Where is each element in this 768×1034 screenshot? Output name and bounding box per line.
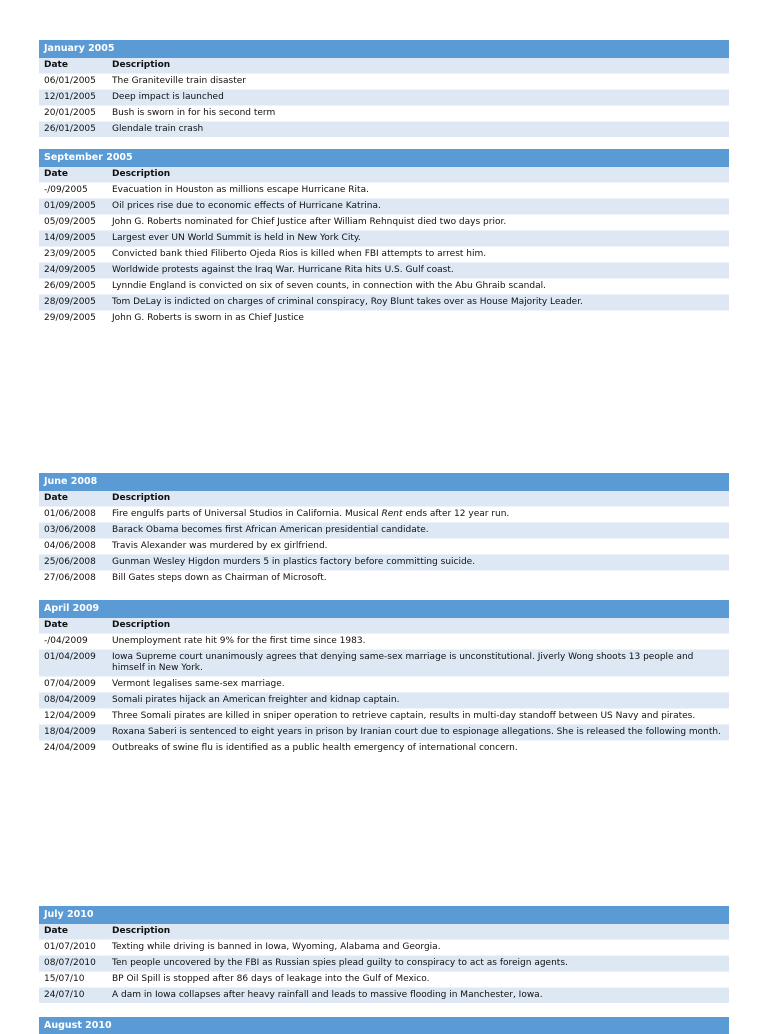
table-row — [39, 523, 729, 539]
row-date: 05/09/2005 — [39, 215, 107, 231]
row-date: 26/01/2005 — [39, 122, 107, 138]
table-row — [39, 972, 729, 988]
section-title: June 2008 — [39, 473, 729, 491]
timeline-table-august-2010 — [39, 1017, 729, 1034]
table-row — [39, 507, 729, 523]
row-description: Barack Obama becomes first African American presidential candidate. — [107, 523, 729, 539]
table-row — [39, 725, 729, 741]
row-date: 14/09/2005 — [39, 231, 107, 247]
column-header-description: Description — [107, 491, 729, 507]
table-row — [39, 199, 729, 215]
row-description: Unemployment rate hit 9% for the first time since 1983. — [107, 634, 729, 650]
timeline-table-january-2005 — [39, 40, 729, 137]
table-row — [39, 295, 729, 311]
row-date: 01/04/2009 — [39, 650, 107, 677]
row-description: Travis Alexander was murdered by ex girlfriend. — [107, 539, 729, 555]
row-date: -/09/2005 — [39, 183, 107, 199]
timeline-table-april-2009 — [39, 600, 729, 756]
column-header-date: Date — [39, 618, 107, 634]
column-header-date: Date — [39, 58, 107, 74]
row-date: 01/07/2010 — [39, 940, 107, 956]
row-date: 15/07/10 — [39, 972, 107, 988]
row-description: The Graniteville train disaster — [107, 74, 729, 90]
row-date: 08/04/2009 — [39, 693, 107, 709]
section-title: July 2010 — [39, 906, 729, 924]
column-header-date: Date — [39, 491, 107, 507]
column-header-description: Description — [107, 167, 729, 183]
section-title: April 2009 — [39, 600, 729, 618]
row-description: Deep impact is launched — [107, 90, 729, 106]
row-description: John G. Roberts nominated for Chief Justice after William Rehnquist died two days prior. — [107, 215, 729, 231]
column-header-description: Description — [107, 618, 729, 634]
row-description: Worldwide protests against the Iraq War. Hurricane Rita hits U.S. Gulf coast. — [107, 263, 729, 279]
row-description: Three Somali pirates are killed in sniper operation to retrieve captain, results in multi-day standoff between US Navy and pirates. — [107, 709, 729, 725]
table-row — [39, 940, 729, 956]
row-description: Lynndie England is convicted on six of seven counts, in connection with the Abu Ghraib scandal. — [107, 279, 729, 295]
row-date: 03/06/2008 — [39, 523, 107, 539]
column-header-description: Description — [107, 58, 729, 74]
musical-title: Rent — [381, 509, 403, 519]
row-description: John G. Roberts is sworn in as Chief Justice — [107, 311, 729, 327]
row-date: 20/01/2005 — [39, 106, 107, 122]
table-row — [39, 693, 729, 709]
row-date: 12/04/2009 — [39, 709, 107, 725]
row-description: Convicted bank thied Filiberto Ojeda Rios is killed when FBI attempts to arrest him. — [107, 247, 729, 263]
row-date: 27/06/2008 — [39, 571, 107, 587]
section-title: January 2005 — [39, 40, 729, 58]
table-row — [39, 74, 729, 90]
row-description: Vermont legalises same-sex marriage. — [107, 677, 729, 693]
row-description: Iowa Supreme court unanimously agrees that denying same-sex marriage is unconstitutional. Jiverly Wong shoots 13 people and himself in New York. — [107, 650, 729, 677]
timeline-table-june-2008 — [39, 473, 729, 586]
table-row — [39, 539, 729, 555]
section-title: August 2010 — [39, 1017, 729, 1034]
timeline-table-july-2010 — [39, 906, 729, 1003]
table-row — [39, 231, 729, 247]
description-text: ends after 12 year run. — [402, 509, 510, 519]
table-row — [39, 956, 729, 972]
row-date: 01/06/2008 — [39, 507, 107, 523]
row-description: BP Oil Spill is stopped after 86 days of leakage into the Gulf of Mexico. — [107, 972, 729, 988]
table-row — [39, 90, 729, 106]
table-row — [39, 263, 729, 279]
column-header-date: Date — [39, 167, 107, 183]
table-row — [39, 555, 729, 571]
table-row — [39, 311, 729, 327]
table-row — [39, 650, 729, 677]
description-text: Fire engulfs parts of Universal Studios in California. Musical — [112, 509, 382, 519]
table-row — [39, 677, 729, 693]
row-description: Oil prices rise due to economic effects of Hurricane Katrina. — [107, 199, 729, 215]
row-description: A dam in Iowa collapses after heavy rainfall and leads to massive flooding in Manchester, Iowa. — [107, 988, 729, 1004]
row-description: Outbreaks of swine flu is identified as a public health emergency of international concern. — [107, 741, 729, 757]
row-date: 12/01/2005 — [39, 90, 107, 106]
table-row — [39, 279, 729, 295]
section-title: September 2005 — [39, 149, 729, 167]
row-description: Roxana Saberi is sentenced to eight years in prison by Iranian court due to espionage allegations. She is released the following month. — [107, 725, 729, 741]
row-date: 18/04/2009 — [39, 725, 107, 741]
column-header-date: Date — [39, 924, 107, 940]
row-date: 28/09/2005 — [39, 295, 107, 311]
row-description: Evacuation in Houston as millions escape Hurricane Rita. — [107, 183, 729, 199]
row-description: Bush is sworn in for his second term — [107, 106, 729, 122]
table-row — [39, 571, 729, 587]
row-date: 24/09/2005 — [39, 263, 107, 279]
table-row — [39, 183, 729, 199]
table-row — [39, 122, 729, 138]
row-date: 23/09/2005 — [39, 247, 107, 263]
row-description: Tom DeLay is indicted on charges of criminal conspiracy, Roy Blunt takes over as House Majority Leader. — [107, 295, 729, 311]
row-description — [107, 507, 729, 523]
column-header-description: Description — [107, 924, 729, 940]
row-date: 25/06/2008 — [39, 555, 107, 571]
row-description: Gunman Wesley Higdon murders 5 in plastics factory before committing suicide. — [107, 555, 729, 571]
row-date: 01/09/2005 — [39, 199, 107, 215]
row-date: 26/09/2005 — [39, 279, 107, 295]
table-row — [39, 634, 729, 650]
row-date: 04/06/2008 — [39, 539, 107, 555]
table-row — [39, 988, 729, 1004]
row-description: Ten people uncovered by the FBI as Russian spies plead guilty to conspiracy to act as foreign agents. — [107, 956, 729, 972]
row-date: 24/04/2009 — [39, 741, 107, 757]
row-date: 08/07/2010 — [39, 956, 107, 972]
table-row — [39, 106, 729, 122]
row-description: Texting while driving is banned in Iowa, Wyoming, Alabama and Georgia. — [107, 940, 729, 956]
table-row — [39, 709, 729, 725]
row-date: 29/09/2005 — [39, 311, 107, 327]
row-date: 06/01/2005 — [39, 74, 107, 90]
timeline-table-september-2005 — [39, 149, 729, 326]
row-description: Somali pirates hijack an American freighter and kidnap captain. — [107, 693, 729, 709]
table-row — [39, 247, 729, 263]
row-description: Glendale train crash — [107, 122, 729, 138]
row-date: 07/04/2009 — [39, 677, 107, 693]
row-date: 24/07/10 — [39, 988, 107, 1004]
row-date: -/04/2009 — [39, 634, 107, 650]
row-description: Largest ever UN World Summit is held in New York City. — [107, 231, 729, 247]
row-description: Bill Gates steps down as Chairman of Microsoft. — [107, 571, 729, 587]
table-row — [39, 741, 729, 757]
table-row — [39, 215, 729, 231]
